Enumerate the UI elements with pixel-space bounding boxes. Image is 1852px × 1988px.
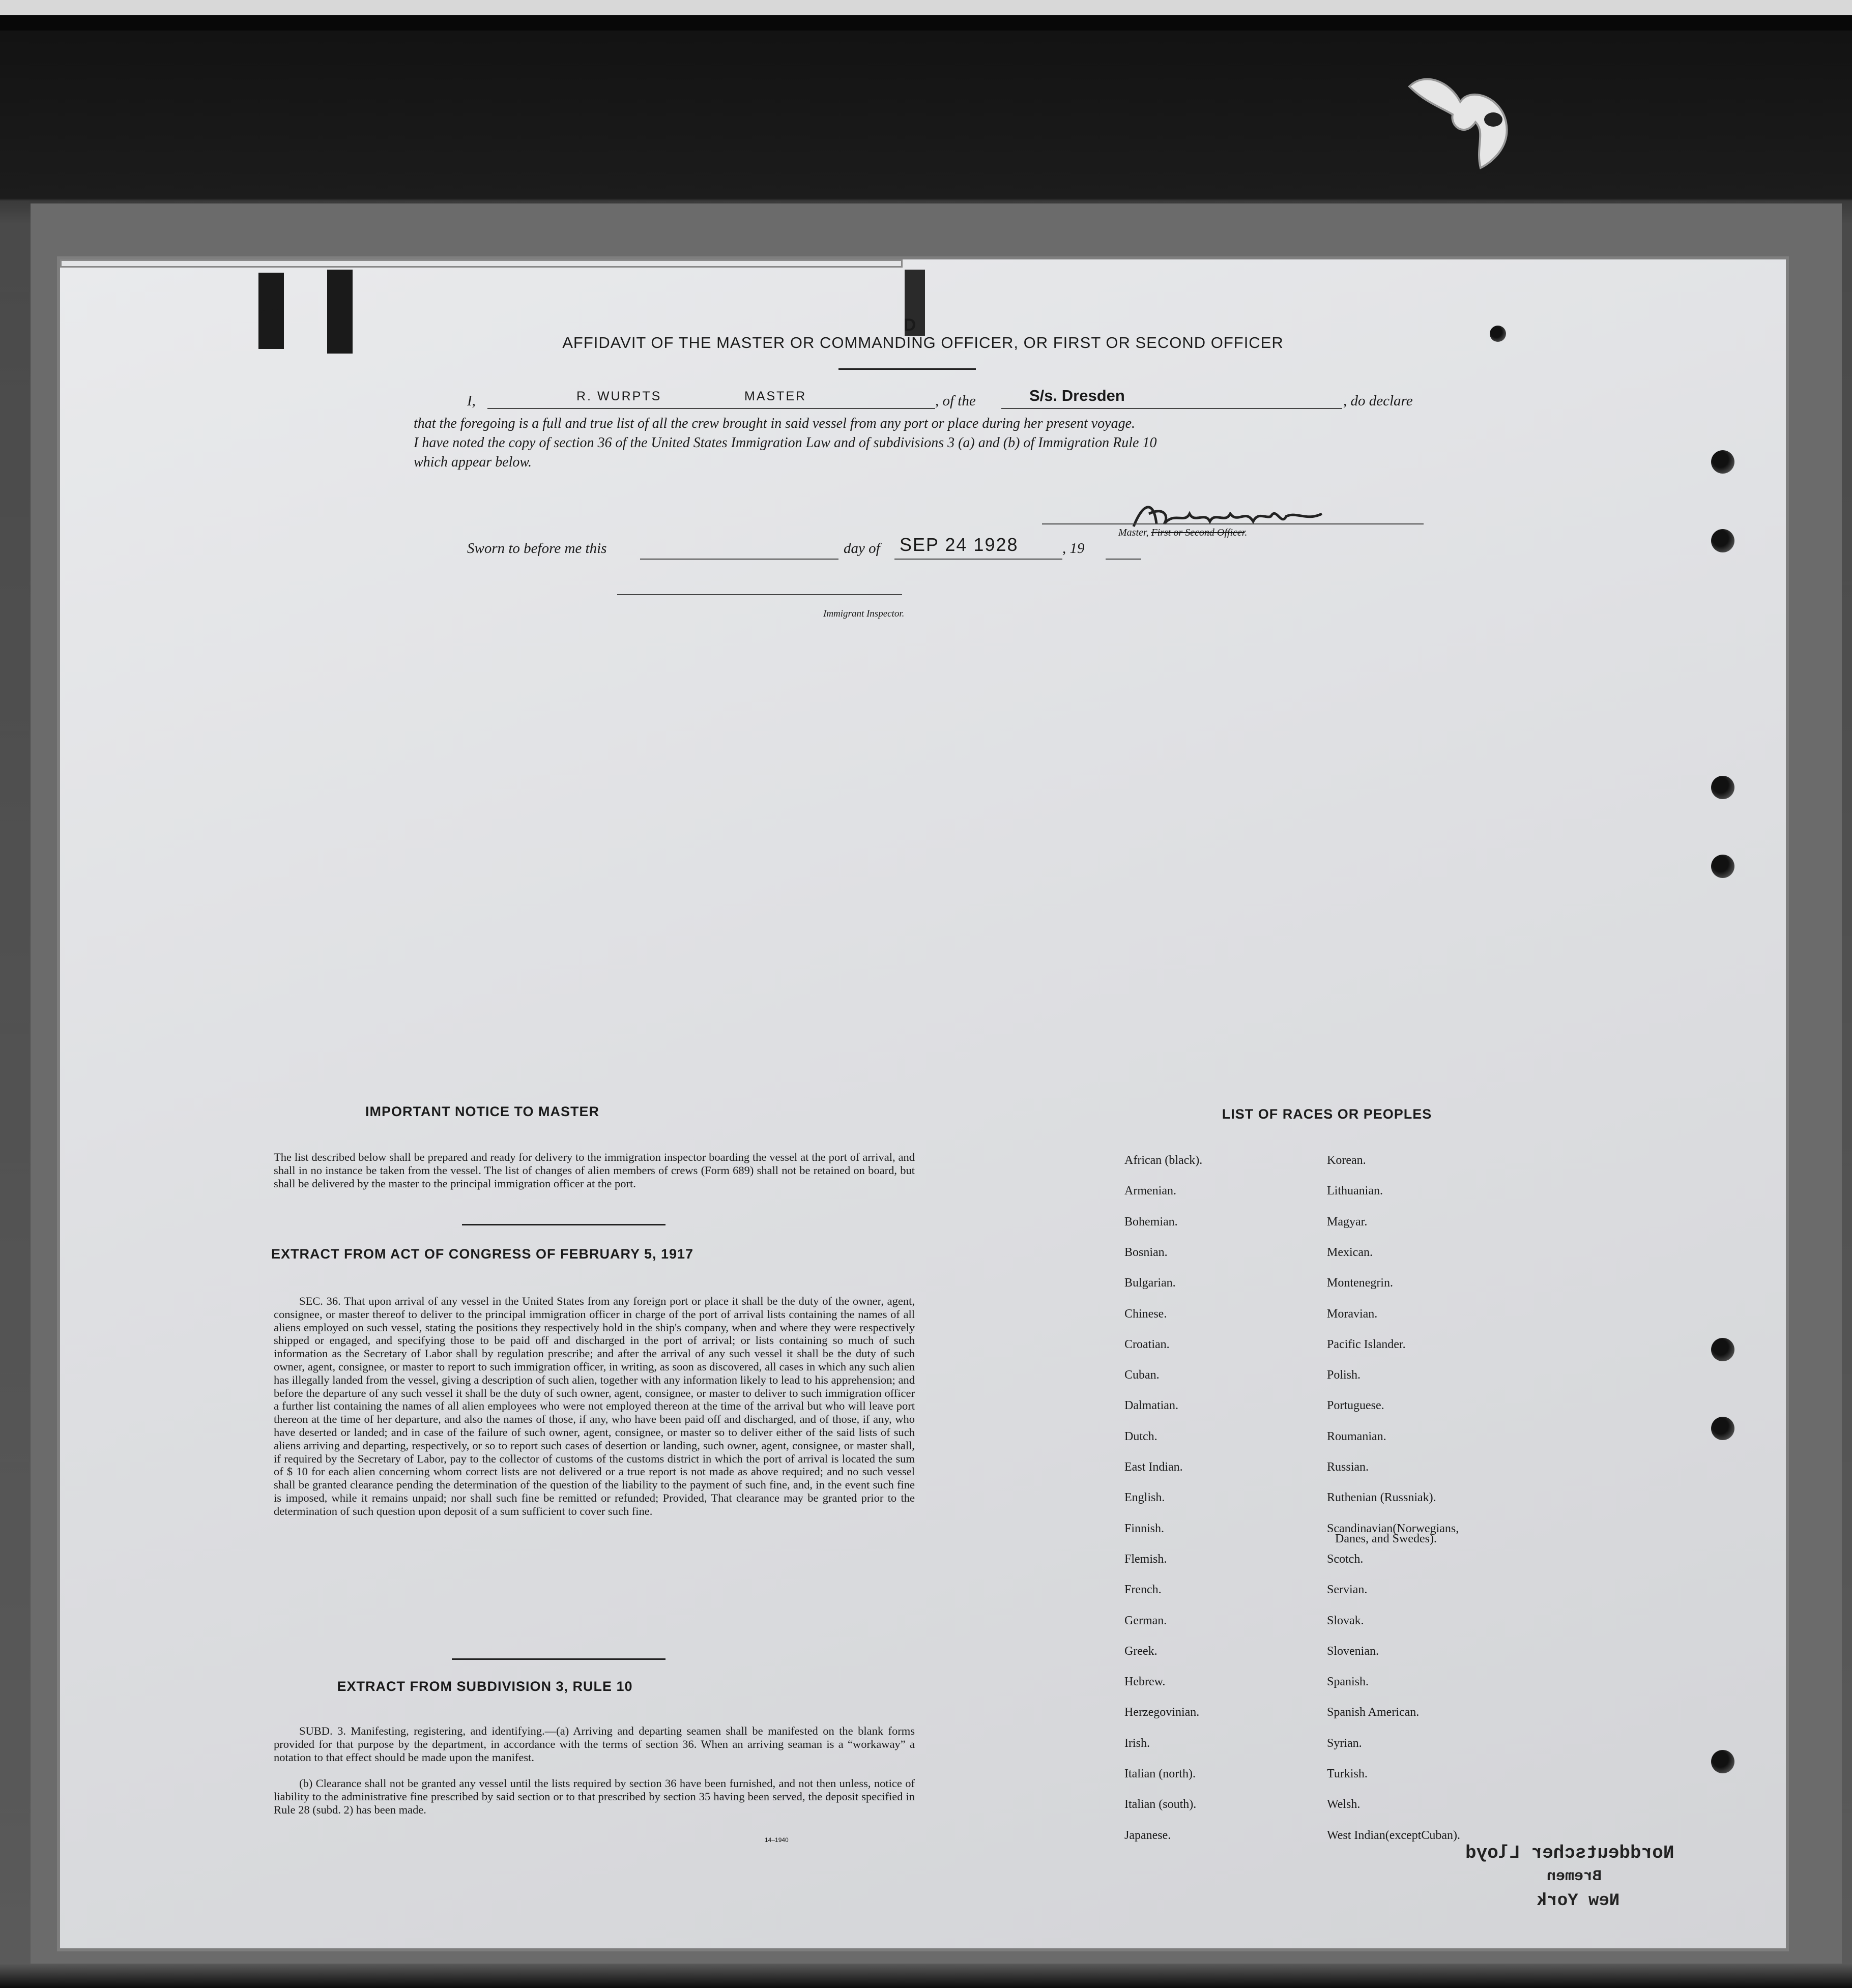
- race-item: West Indian(exceptCuban).: [1327, 1828, 1460, 1842]
- race-item: Italian (north).: [1124, 1767, 1196, 1780]
- film-edge-dark: [0, 15, 1852, 31]
- bleed-through-stamp-line1: Norddeutscher Lloyd: [1465, 1843, 1674, 1863]
- month-line: [894, 559, 1062, 560]
- divider: [452, 1658, 665, 1660]
- day-label: day of: [844, 540, 880, 557]
- race-item: Greek.: [1124, 1644, 1158, 1658]
- year-prefix: , 19: [1062, 540, 1085, 557]
- race-item: Russian.: [1327, 1460, 1369, 1474]
- signature-role: Master, First or Second Officer.: [1118, 527, 1248, 538]
- affidavit-page: [60, 259, 1786, 1948]
- race-item: Portuguese.: [1327, 1399, 1384, 1413]
- film-edge: [0, 0, 1852, 15]
- race-item: Chinese.: [1124, 1307, 1167, 1321]
- race-item: East Indian.: [1124, 1460, 1183, 1474]
- punch-hole: [1711, 450, 1734, 474]
- race-item: Irish.: [1124, 1736, 1150, 1750]
- race-item: English.: [1124, 1491, 1165, 1505]
- race-item: German.: [1124, 1614, 1167, 1627]
- form-number: 14–1940: [765, 1836, 789, 1844]
- race-item: Montenegrin.: [1327, 1276, 1393, 1290]
- race-item: Cuban.: [1124, 1368, 1160, 1382]
- declaration-text: that the foregoing is a full and true list of all the crew brought in said vessel from any port or place during her present voyage. I have noted the copy of section 36 of the United States Immigration Law and of subdivisions 3 (a) and (b) of Immigration Rule 10 which appear below.: [414, 416, 1157, 470]
- race-item: Slovak.: [1327, 1614, 1364, 1627]
- punch-hole: [1711, 1417, 1734, 1440]
- ink-dot: [1490, 326, 1506, 342]
- punch-hole: [1711, 1338, 1734, 1361]
- notice-title: IMPORTANT NOTICE TO MASTER: [365, 1104, 599, 1119]
- extract-rule-text-b: (b) Clearance shall not be granted any vessel until the lists required by section 36 have been furnished, and not then unless, notice of liability to the administrative fine prescribed by said section or to that prescribed by section 35 having been served, the deposit specified in Rule 28 (subd. 2) has been made.: [274, 1777, 915, 1816]
- declarant-name: R. WURPTS: [576, 389, 662, 403]
- race-item: Herzegovinian.: [1124, 1706, 1200, 1719]
- race-item: Italian (south).: [1124, 1798, 1197, 1811]
- extract-rule-title: EXTRACT FROM SUBDIVISION 3, RULE 10: [337, 1679, 633, 1694]
- race-item: Ruthenian (Russniak).: [1327, 1491, 1436, 1505]
- race-item-continuation: Danes, and Swedes).: [1335, 1532, 1437, 1545]
- race-item: Spanish American.: [1327, 1706, 1420, 1719]
- race-item: Bohemian.: [1124, 1215, 1178, 1229]
- header-fragment: ABOR: [261, 306, 284, 315]
- top-fold: [60, 259, 903, 268]
- extract-act-text: SEC. 36. That upon arrival of any vessel in the United States from any foreign port or place it shall be the duty of the owner, agent, consignee, or master thereof to deliver to the principal immigration officer in charge of the port of arrival lists containing the names of all aliens employed on such vessel, stating the positions they respectively hold in the ship's company, when and where they were respectively shipped or engaged, and specifying those to be paid off and discharged in the port of arrival; or lists containing so much of such information as the Secretary of Labor shall by regulation prescribe; and after the arrival of any such vessel it shall be the duty of such owner, agent, consignee, or master to report to such immigration officer, in writing, as soon as discovered, all cases in which any such alien has illegally landed from the vessel, giving a description of such alien, together with any information likely to lead to his apprehension; and before the departure of any such vessel it shall be the duty of such owner, agent, consignee, or master to deliver to such immigration officer a further list containing the names of all alien employees who were not employed thereon at the time of the arrival but who will leave port thereon at the time of her departure, and also the names of those, if any, who have been paid off and discharged, and of those, if any, who have deserted or landed; and in case of the failure of such owner, agent, consignee, or master so to deliver either of the said lists of such aliens arriving and departing, respectively, or so to report such cases of desertion or landing, such owner, agent, consignee, or master shall, if required by the Secretary of Labor, pay to the collector of customs of the customs district in which the port of arrival is located the sum of $ 10 for each alien concerning whom correct lists are not delivered or a true report is not made as above required; and no such vessel shall be granted clearance pending the determination of the question of the liability to the payment of such fine, and, in the event such fine is imposed, while it remains unpaid; nor shall such fine be remitted or refunded; Provided, That clearance may be granted prior to the determination of such question upon deposit of a sum sufficient to cover such fine.: [274, 1295, 915, 1517]
- race-item: Pacific Islander.: [1327, 1337, 1406, 1351]
- year-line: [1106, 559, 1141, 560]
- race-item: Flemish.: [1124, 1552, 1167, 1566]
- extract-act-title: EXTRACT FROM ACT OF CONGRESS OF FEBRUARY 5, 1917: [271, 1246, 694, 1262]
- race-item: Korean.: [1327, 1154, 1366, 1167]
- race-item: Hebrew.: [1124, 1675, 1166, 1689]
- divider: [462, 1224, 665, 1225]
- race-item: Dalmatian.: [1124, 1399, 1178, 1413]
- affidavit-heading: AFFIDAVIT OF THE MASTER OR COMMANDING OFFICER, OR FIRST OR SECOND OFFICER: [562, 334, 1284, 352]
- i-label: I,: [467, 393, 476, 409]
- do-declare: , do declare: [1343, 393, 1413, 409]
- race-item: Dutch.: [1124, 1429, 1158, 1443]
- races-title: LIST OF RACES OR PEOPLES: [1222, 1106, 1432, 1122]
- race-item: Welsh.: [1327, 1798, 1361, 1811]
- date-stamp: SEP 24 1928: [900, 534, 1019, 555]
- bleed-through-stamp-line2: Bremen: [1547, 1868, 1602, 1885]
- race-item: Croatian.: [1124, 1337, 1170, 1351]
- race-item: Polish.: [1327, 1368, 1361, 1382]
- race-item: Scotch.: [1327, 1552, 1364, 1566]
- inspector-line: [617, 594, 902, 595]
- signature-line: [1042, 523, 1424, 524]
- punch-hole: [1711, 1750, 1734, 1773]
- punch-hole: [1711, 855, 1734, 878]
- divider: [838, 368, 976, 370]
- race-item: Armenian.: [1124, 1184, 1176, 1198]
- race-item: Japanese.: [1124, 1828, 1171, 1842]
- race-item: Scandinavian(Norwegians,: [1327, 1522, 1459, 1535]
- notice-text: The list described below shall be prepared and ready for delivery to the immigration inspector boarding the vessel at the port of arrival, and shall in no instance be taken from the vessel. The list of changes of alien members of crews (Form 689) shall not be retained on board, but shall be delivered by the master to the principal immigration officer at the port.: [274, 1151, 915, 1190]
- race-item: Bulgarian.: [1124, 1276, 1176, 1290]
- bleed-through-stamp-line3: New York: [1537, 1891, 1620, 1911]
- race-item: Moravian.: [1327, 1307, 1378, 1321]
- sworn-label: Sworn to before me this: [467, 540, 607, 557]
- name-line: [487, 408, 935, 409]
- race-item: Lithuanian.: [1327, 1184, 1383, 1198]
- race-item: Mexican.: [1327, 1245, 1373, 1259]
- race-item: Roumanian.: [1327, 1429, 1386, 1443]
- race-item: Finnish.: [1124, 1522, 1165, 1535]
- paper-clip-icon: [1404, 66, 1526, 188]
- vessel-name: S/s. Dresden: [1029, 387, 1125, 404]
- race-item: Magyar.: [1327, 1215, 1368, 1229]
- section-letter: D: [903, 315, 916, 335]
- race-item: Syrian.: [1327, 1736, 1362, 1750]
- punch-hole: [1711, 776, 1734, 799]
- race-item: Servian.: [1327, 1583, 1368, 1597]
- race-item: Turkish.: [1327, 1767, 1368, 1780]
- race-item: Slovenian.: [1327, 1644, 1379, 1658]
- of-the-label: , of the: [935, 393, 976, 409]
- race-item: Spanish.: [1327, 1675, 1369, 1689]
- extract-rule-text-a: SUBD. 3. Manifesting, registering, and identifying.—(a) Arriving and departing seamen shall be manifested on the blank forms provided for that purpose by the department, in accordance with the terms of section 36. When an arriving seaman is a “workaway” a notation to that effect should be made upon the manifest.: [274, 1724, 915, 1764]
- inspector-label: Immigrant Inspector.: [823, 608, 905, 619]
- declarant-rank: MASTER: [744, 389, 807, 403]
- race-item: African (black).: [1124, 1154, 1203, 1167]
- vessel-line: [1001, 408, 1342, 409]
- race-item: Bosnian.: [1124, 1245, 1168, 1259]
- punch-hole: [1711, 529, 1734, 552]
- day-line: [640, 559, 838, 560]
- race-item: French.: [1124, 1583, 1162, 1597]
